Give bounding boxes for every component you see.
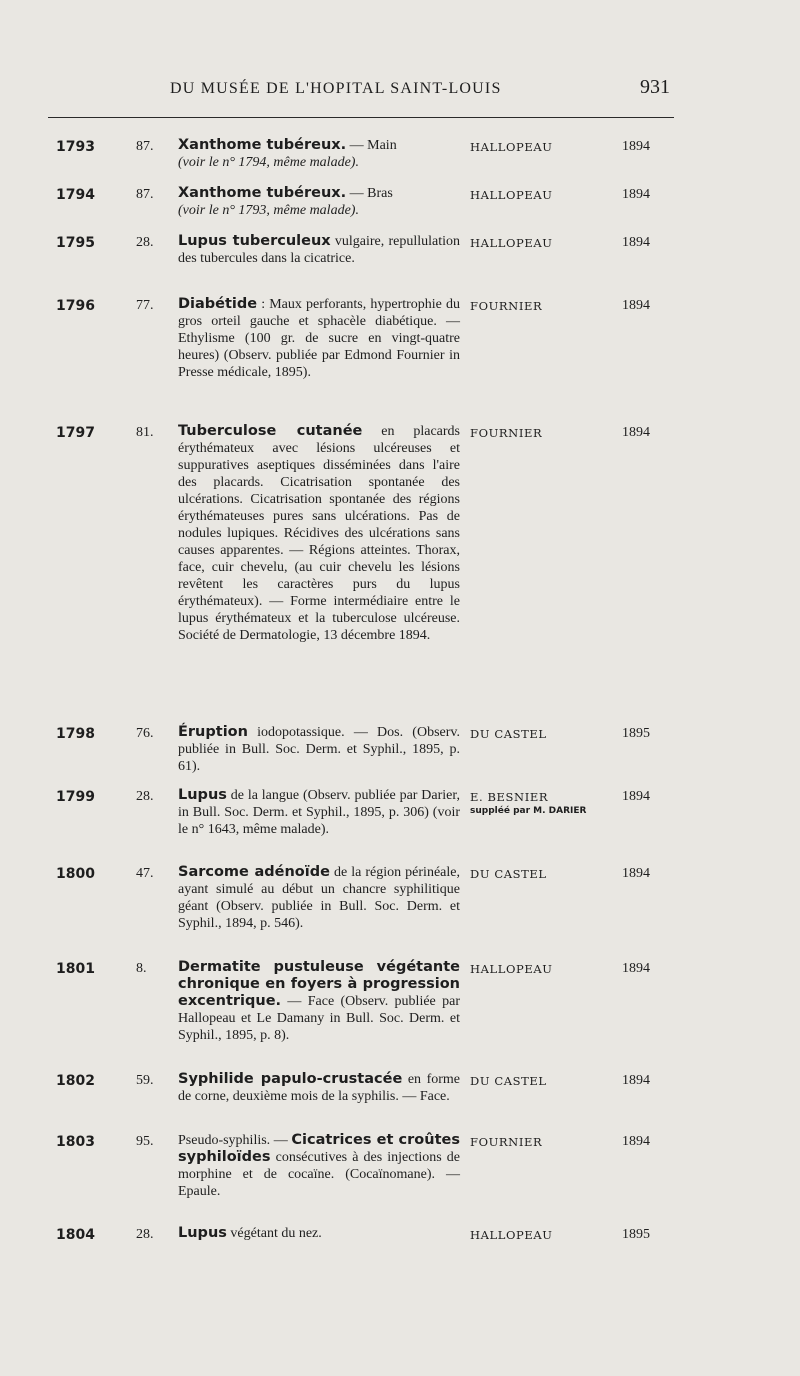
author-name: FOURNIER [470,1135,543,1149]
entry-author [470,867,547,881]
inventory-number: 1802 [56,1073,95,1089]
inventory-number: 1798 [56,726,95,742]
inventory-number: 1803 [56,1134,95,1150]
entry-year: 1894 [622,866,650,881]
author-name: HALLOPEAU [470,236,553,250]
entry-number: 87. [136,139,154,154]
entry-year: 1894 [622,139,650,154]
entry-title: Éruption [178,724,248,740]
entry-text: — Bras [346,186,393,201]
entry-number: 81. [136,425,154,440]
entry-description [178,724,460,775]
entry-number: 95. [136,1134,154,1149]
author-name: HALLOPEAU [470,188,553,202]
entry-description [178,296,460,381]
entry-year: 1894 [622,235,650,250]
entry-text: consécutives à des injections de morphine et de cocaïne. (Cocaïnomane). — Epaule. [178,1150,460,1199]
entry-prefix: Pseudo-syphilis. — [178,1133,292,1148]
entry-reference: (voir le n° 1794, même malade). [178,155,359,170]
entry-title: Sarcome adénoïde [178,864,330,880]
entry-description [178,1225,460,1242]
page-number: 931 [640,76,670,98]
inventory-number: 1794 [56,187,95,203]
entry-number: 8. [136,961,147,976]
entry-author [470,1074,547,1088]
inventory-number: 1796 [56,298,95,314]
entry-description [178,1071,460,1105]
entry-title: Lupus [178,1225,227,1241]
entry-title: Diabétide [178,296,258,312]
author-name: E. BESNIER [470,790,549,804]
entry-year: 1895 [622,726,650,741]
entry-author [470,1228,553,1242]
entry-number: 59. [136,1073,154,1088]
entry-description [178,864,460,932]
author-name: FOURNIER [470,426,543,440]
entry-year: 1894 [622,298,650,313]
inventory-number: 1797 [56,425,95,441]
entry-description [178,787,460,838]
entry-number: 47. [136,866,154,881]
author-name: HALLOPEAU [470,1228,553,1242]
entry-text: en forme de corne, deuxième mois de la syphilis. — Face. [178,1072,460,1104]
author-name: DU CASTEL [470,1074,547,1088]
inventory-number: 1793 [56,139,95,155]
entry-year: 1894 [622,1073,650,1088]
running-head: DU MUSÉE DE L'HOPITAL SAINT-LOUIS [170,80,502,97]
entry-description [178,137,460,171]
entry-year: 1894 [622,187,650,202]
entry-year: 1894 [622,789,650,804]
entry-title: Cicatrices et croûtes syphiloïdes [178,1132,460,1165]
inventory-number: 1804 [56,1227,95,1243]
author-note: suppléé par M. DARIER [470,806,587,816]
entry-year: 1894 [622,961,650,976]
author-name: HALLOPEAU [470,140,553,154]
entry-author [470,188,553,202]
entry-title: Xanthome tubéreux. [178,137,347,153]
entry-reference: (voir le n° 1793, même malade). [178,203,359,218]
entry-description [178,423,460,644]
entry-text: — Face (Observ. publiée par Hallopeau et Le Damany in Bull. Soc. Derm. et Syphil., 1895, p. 8). [178,994,460,1043]
entry-author [470,790,586,816]
entry-text: végétant du nez. [226,1226,322,1241]
entry-text: vulgaire, repullulation des tubercules dans la cicatrice. [178,234,460,266]
author-name: FOURNIER [470,299,543,313]
entry-author [470,426,542,440]
entry-number: 87. [136,187,154,202]
entry-year: 1894 [622,425,650,440]
entry-author [470,299,542,313]
entry-number: 77. [136,298,154,313]
entry-year: 1895 [622,1227,650,1242]
inventory-number: 1795 [56,235,95,251]
entry-text: de la région périnéale, ayant simulé au début un chancre syphilitique géant (Observ. publiée in Bull. Soc. Derm. et Syphil., 1894, p. 546). [178,865,460,931]
entry-text: : Maux perforants, hypertrophie du gros orteil gauche et sphacèle diabétique. — Ethylisme (100 gr. de sucre en vingt-quatre heures) (Observ. publiée par Edmond Fournier in Presse médicale, 1895). [178,297,460,380]
entry-description [178,1132,460,1200]
author-name: HALLOPEAU [470,962,553,976]
entry-number: 76. [136,726,154,741]
entry-title: Syphilide papulo-crustacée [178,1071,403,1087]
entry-year: 1894 [622,1134,650,1149]
entry-title: Tuberculose cutanée [178,423,363,439]
entry-text: en placards érythémateux avec lésions ulcéreuses et suppuratives aseptiques disséminées dans l'aire des placards. Cicatrisation spontanée des ulcérations. Cicatrisation spontanée des régions érythémateuses pures sans ulcérations. Pas de nodules lupiques. Récidives des ulcérations sans causes apparentes. — Régions atteintes. Thorax, face, cuir chevelu, (au cuir chevelu les lésions revêtent les caractères purs du lupus érythémateux). — Forme intermédiaire entre le lupus érythémateux et la tuberculose ulcéreuse. Société de Dermatologie, 13 décembre 1894. [178,424,460,643]
entry-description [178,959,460,1044]
entry-text: — Main [346,138,397,153]
entry-title: Dermatite pustuleuse végétante chronique en foyers à progression excentrique. [178,959,460,1009]
entry-title: Xanthome tubéreux. [178,185,347,201]
inventory-number: 1801 [56,961,95,977]
entry-text: iodopotassique. — Dos. (Observ. publiée in Bull. Soc. Derm. et Syphil., 1895, p. 61). [178,725,460,774]
inventory-number: 1800 [56,866,95,882]
entry-author [470,727,547,741]
entry-number: 28. [136,235,154,250]
entry-author [470,1135,542,1149]
inventory-number: 1799 [56,789,95,805]
entry-title: Lupus [178,787,227,803]
entry-author [470,962,553,976]
entry-title: Lupus tuberculeux [178,233,331,249]
author-name: DU CASTEL [470,867,547,881]
entry-description [178,185,460,219]
entry-author [470,236,553,250]
entry-number: 28. [136,789,154,804]
author-name: DU CASTEL [470,727,547,741]
entry-number: 28. [136,1227,154,1242]
header-rule [48,117,674,118]
entry-text: de la langue (Observ. publiée par Darier, in Bull. Soc. Derm. et Syphil., 1895, p. 306) (voir le n° 1643, même malade). [178,788,460,837]
entry-author [470,140,553,154]
entry-description [178,233,460,267]
